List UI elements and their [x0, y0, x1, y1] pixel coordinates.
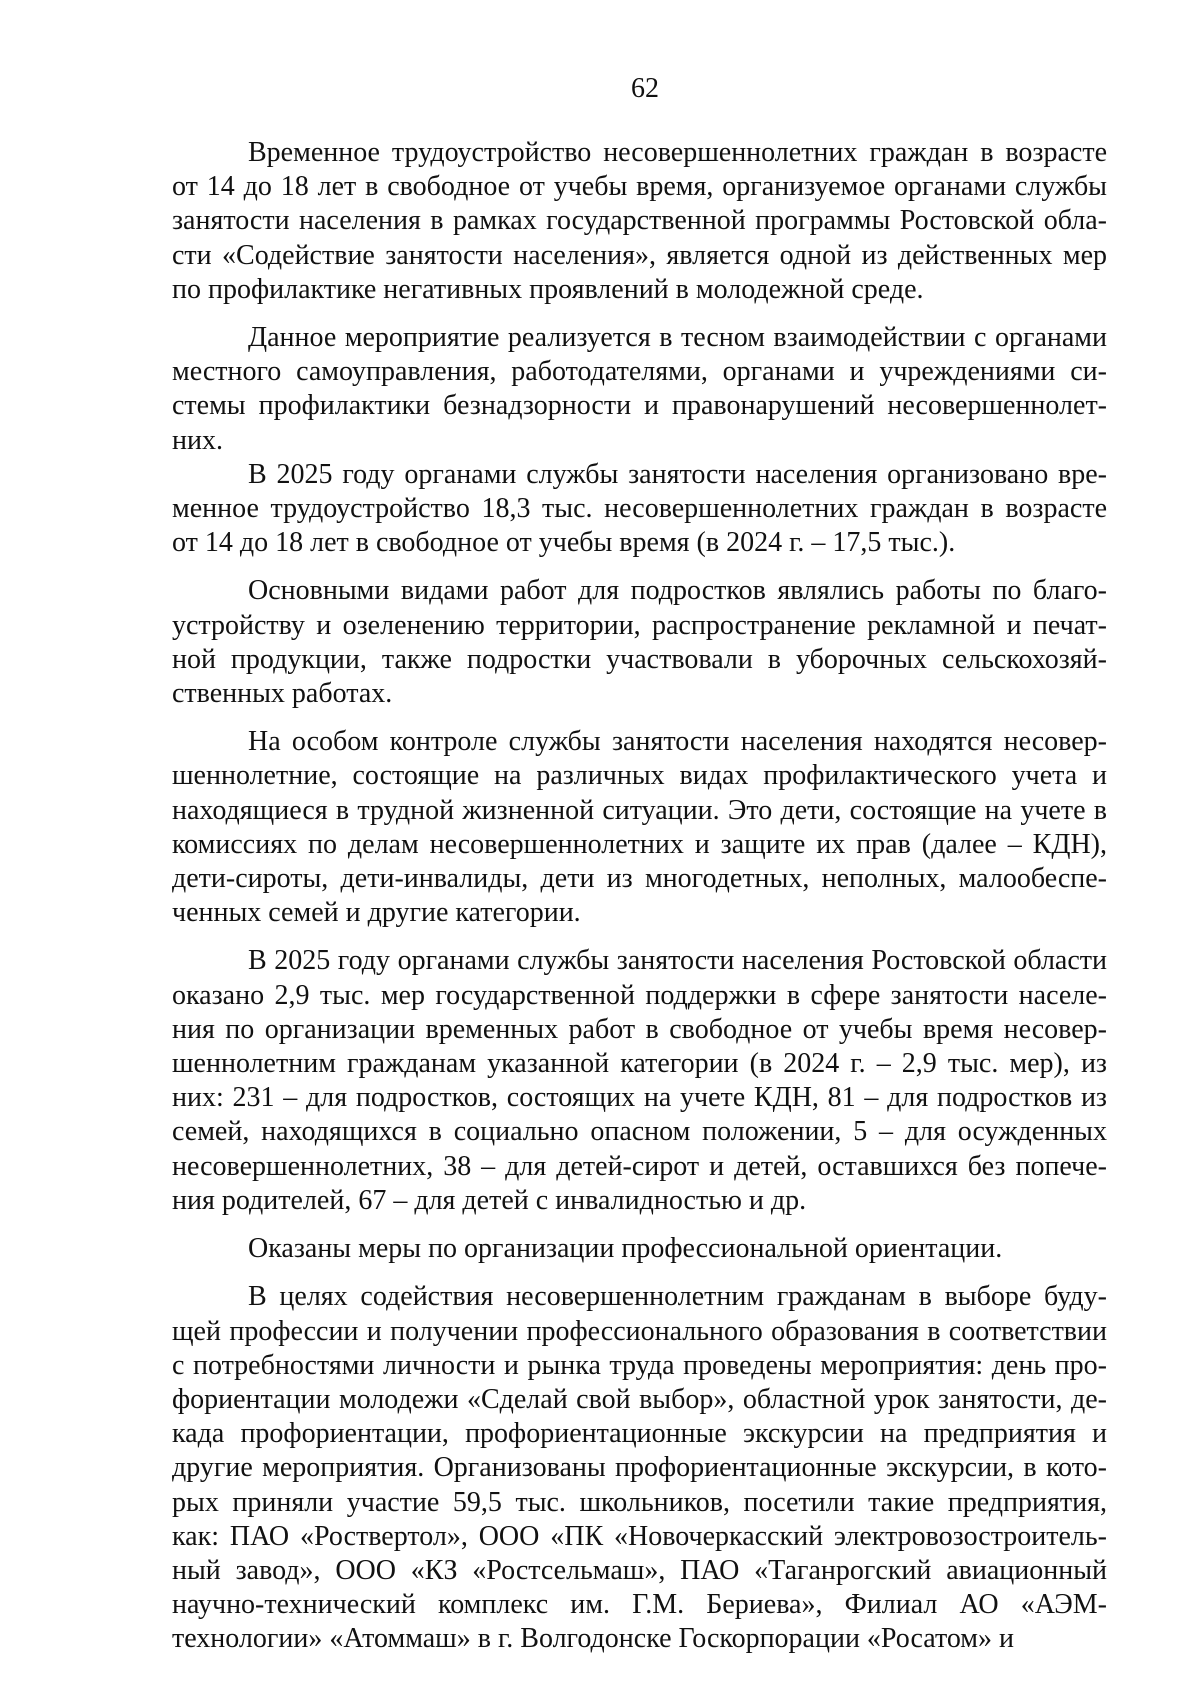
text-line: от 14 до 18 лет в свободное от учебы время (в 2024 г. – 17,5 тыс.).: [172, 527, 956, 559]
text-line: шеннолетним гражданам указанной категории (в 2024 г. – 2,9 тыс. мер), из: [172, 1048, 1107, 1080]
text-line: от 14 до 18 лет в свободное от учебы время, организуемое органами службы: [172, 171, 1107, 203]
text-line: В 2025 году органами службы занятости населения Ростовской области: [248, 945, 1107, 977]
paragraph: [172, 944, 1107, 1218]
text-line: местного самоуправления, работодателями, органами и учреждениями си-: [172, 356, 1107, 388]
text-line: технологии» «Атоммаш» в г. Волгодонске Госкорпорации «Росатом» и: [172, 1623, 1015, 1655]
text-line: стемы профилактики безнадзорности и правонарушений несовершеннолет-: [172, 390, 1107, 422]
paragraph: [172, 136, 1107, 307]
text-line: В 2025 году органами службы занятости населения организовано вре-: [248, 458, 1107, 490]
text-line: фориентации молодежи «Сделай свой выбор», областной урок занятости, де-: [172, 1383, 1107, 1415]
text-line: рых приняли участие 59,5 тыс. школьников, посетили такие предприятия,: [172, 1486, 1107, 1518]
document-body: [172, 136, 1107, 1657]
paragraph: [172, 458, 1107, 561]
text-line: них: 231 – для подростков, состоящих на учете КДН, 81 – для подростков из: [172, 1082, 1107, 1114]
text-line: как: ПАО «Роствертол», ООО «ПК «Новочеркасский электровозостроитель-: [172, 1520, 1107, 1552]
page-number: 62: [631, 73, 659, 104]
paragraph: [172, 321, 1107, 458]
text-line: ния родителей, 67 – для детей с инвалидностью и др.: [172, 1184, 807, 1216]
text-line: менное трудоустройство 18,3 тыс. несовершеннолетних граждан в возрасте: [172, 493, 1107, 525]
text-line: На особом контроле службы занятости населения находятся несовер-: [248, 726, 1107, 758]
text-line: научно-технический комплекс им. Г.М. Бериева», Филиал АО «АЭМ-: [172, 1589, 1107, 1621]
text-line: находящиеся в трудной жизненной ситуации. Это дети, состоящие на учете в: [172, 794, 1107, 826]
paragraph: [172, 1232, 1107, 1266]
text-line: ния по организации временных работ в свободное от учебы время несовер-: [172, 1013, 1107, 1045]
text-line: ной продукции, также подростки участвовали в уборочных сельскохозяй-: [172, 643, 1107, 675]
text-line: када профориентации, профориентационные экскурсии на предприятия и: [172, 1418, 1107, 1450]
text-line: щей профессии и получении профессионального образования в соответствии: [172, 1315, 1107, 1347]
text-line: Основными видами работ для подростков являлись работы по благо-: [248, 575, 1107, 607]
text-line: ный завод», ООО «КЗ «Ростсельмаш», ПАО «Таганрогский авиационный: [172, 1554, 1107, 1586]
text-line: ственных работах.: [172, 678, 393, 710]
text-line: семей, находящихся в социально опасном положении, 5 – для осужденных: [172, 1116, 1107, 1148]
text-line: оказано 2,9 тыс. мер государственной поддержки в сфере занятости населе-: [172, 979, 1107, 1011]
text-line: другие мероприятия. Организованы профориентационные экскурсии, в кото-: [172, 1452, 1107, 1484]
paragraph: [172, 725, 1107, 930]
text-line: несовершеннолетних, 38 – для детей-сирот и детей, оставшихся без попече-: [172, 1150, 1107, 1182]
text-line: шеннолетние, состоящие на различных видах профилактического учета и: [172, 760, 1107, 792]
text-line: них.: [172, 424, 223, 456]
text-line: сти «Содействие занятости населения», является одной из действенных мер: [172, 239, 1107, 271]
text-line: с потребностями личности и рынка труда проведены мероприятия: день про-: [172, 1349, 1107, 1381]
text-line: дети-сироты, дети-инвалиды, дети из многодетных, неполных, малообеспе-: [172, 863, 1107, 895]
paragraph: [172, 1280, 1107, 1656]
text-line: Оказаны меры по организации профессиональной ориентации.: [248, 1233, 1003, 1265]
text-line: ченных семей и другие категории.: [172, 897, 581, 929]
text-line: Временное трудоустройство несовершеннолетних граждан в возрасте: [248, 137, 1107, 168]
text-line: занятости населения в рамках государственной программы Ростовской обла-: [172, 205, 1107, 237]
text-line: устройству и озеленению территории, распространение рекламной и печат-: [172, 609, 1107, 641]
paragraph: [172, 574, 1107, 711]
text-line: В целях содействия несовершеннолетним гражданам в выборе буду-: [248, 1281, 1107, 1313]
text-line: по профилактике негативных проявлений в молодежной среде.: [172, 273, 924, 305]
text-line: Данное мероприятие реализуется в тесном взаимодействии с органами: [248, 322, 1107, 354]
text-line: комиссиях по делам несовершеннолетних и защите их прав (далее – КДН),: [172, 828, 1107, 860]
